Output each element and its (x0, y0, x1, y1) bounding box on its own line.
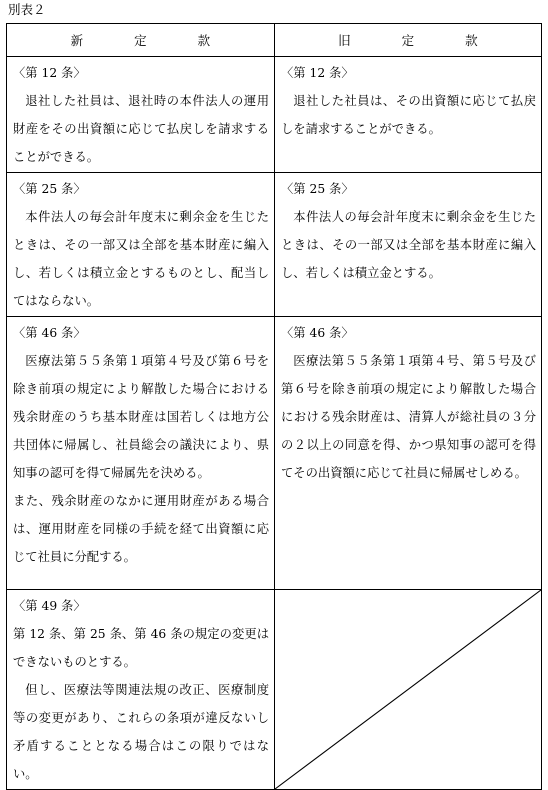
table-row-article-49 (7, 590, 542, 790)
table-row-article-25 (7, 173, 542, 317)
old-article-12-text: 退社した社員は、その出資額に応じて払戻しを請求することができる。 (281, 94, 536, 136)
new-article-49-text-2: 但し、医療法等関連法規の改正、医療制度等の変更があり、これらの条項が違反ないし矛盾することとなる場合はこの限りではない。 (13, 683, 269, 781)
old-article-25-heading: 〈第 25 条〉 (281, 182, 354, 196)
articles-comparison-table (6, 23, 542, 790)
table-row-article-46 (7, 317, 542, 590)
new-article-49-heading: 〈第 49 条〉 (13, 599, 86, 613)
table-row-article-12 (7, 57, 542, 173)
old-article-12-cell (275, 57, 542, 173)
new-article-46-text-1: 医療法第５５条第１項第４号及び第６号を除き前項の規定により解散した場合における残余財産のうち基本財産は国若しくは地方公共団体に帰属し、社員総会の議決により、県知事の認可を得て帰属先を決める。 (13, 354, 269, 480)
new-article-46-heading: 〈第 46 条〉 (13, 326, 86, 340)
new-article-49-text-1: 第 12 条、第 25 条、第 46 条の規定の変更はできないものとする。 (13, 627, 269, 669)
new-article-25-heading: 〈第 25 条〉 (13, 182, 86, 196)
old-article-25-text: 本件法人の毎会計年度末に剰余金を生じたときは、その一部又は全部を基本財産に編入し、若しくは積立金とする。 (281, 210, 536, 280)
diagonal-strike-line (275, 590, 541, 789)
new-article-25-cell (7, 173, 275, 317)
table-header-row (7, 24, 542, 57)
new-article-49-cell (7, 590, 275, 790)
new-article-12-heading: 〈第 12 条〉 (13, 66, 86, 80)
document-label: 別表２ (8, 2, 46, 17)
new-article-12-cell (7, 57, 275, 173)
new-article-12-text: 退社した社員は、退社時の本件法人の運用財産をその出資額に応じて払戻しを請求することができる。 (13, 94, 269, 164)
header-old-articles: 旧 定 款 (275, 24, 542, 57)
old-article-12-heading: 〈第 12 条〉 (281, 66, 354, 80)
old-article-25-cell (275, 173, 542, 317)
old-article-46-cell (275, 317, 542, 590)
old-article-49-empty-cell (275, 590, 542, 790)
new-article-46-text-2: また、残余財産のなかに運用財産がある場合は、運用財産を同様の手続を経て出資額に応じて社員に分配する。 (13, 494, 269, 564)
new-article-46-cell (7, 317, 275, 590)
new-article-25-text: 本件法人の毎会計年度末に剰余金を生じたときは、その一部又は全部を基本財産に編入し、若しくは積立金とするものとし、配当してはならない。 (13, 210, 269, 308)
old-article-46-text: 医療法第５５条第１項第４号、第５号及び第６号を除き前項の規定により解散した場合における残余財産は、清算人が総社員の３分の２以上の同意を得、かつ県知事の認可を得てその出資額に応じて社員に帰属せしめる。 (281, 354, 536, 480)
old-article-46-heading: 〈第 46 条〉 (281, 326, 354, 340)
header-new-articles: 新 定 款 (7, 24, 275, 57)
